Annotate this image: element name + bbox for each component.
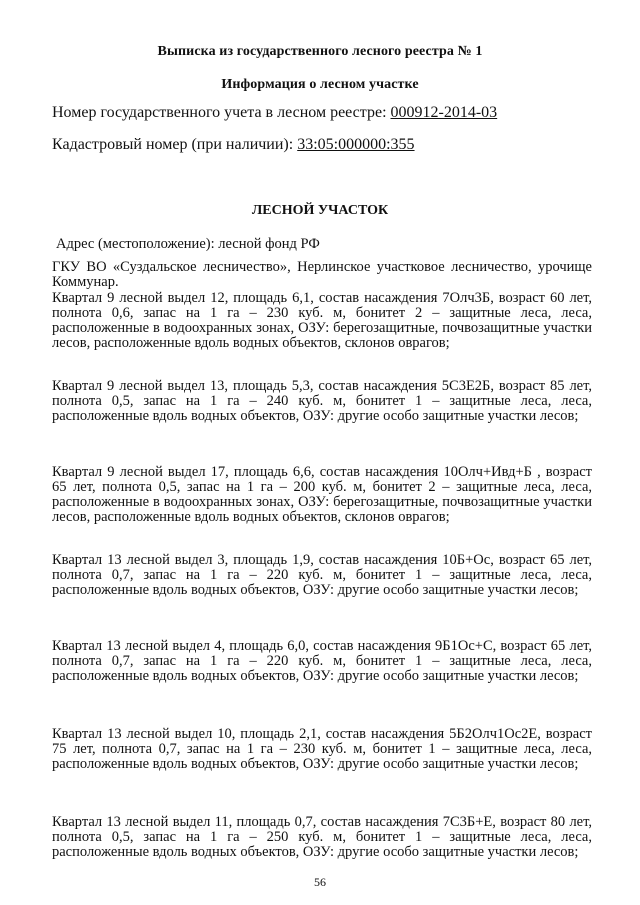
organization-paragraph <box>52 260 592 290</box>
forest-plot-entry <box>52 639 592 684</box>
forest-plot-entry-text: Квартал 9 лесной выдел 12, площадь 6,1, состав насаждения 7Олч3Б, возраст 60 лет, полнота 0,6, запас на 1 га – 230 куб. м, бонитет 2 – защитные леса, леса, расположенные в водоохранных зонах, ОЗУ: берегозащитные, почвозащитные участки лесов, расположенные вдоль водных объектов, склонов оврагов; <box>52 290 592 351</box>
cadastral-number-field <box>52 136 415 154</box>
forest-plot-entry <box>52 291 592 351</box>
cadastral-number-label: Кадастровый номер (при наличии): <box>52 136 298 153</box>
registration-number-value: 000912-2014-03 <box>390 104 498 121</box>
forest-plot-entry-text: Квартал 9 лесной выдел 17, площадь 6,6, состав насаждения 10Олч+Ивд+Б , возраст 65 лет, полнота 0,5, запас на 1 га – 200 куб. м, бонитет 2 – защитные леса, леса, расположенные в водоохранных зонах, ОЗУ: берегозащитные, почвозащитные участки лесов, расположенные вдоль водных объектов, склонов оврагов; <box>52 464 592 525</box>
forest-plot-entry-text: Квартал 13 лесной выдел 4, площадь 6,0, состав насаждения 9Б1Ос+С, возраст 65 лет, полнота 0,7, запас на 1 га – 220 куб. м, бонитет 1 – защитные леса, леса, расположенные вдоль водных объектов, ОЗУ: другие особо защитные участки лесов; <box>52 638 592 684</box>
section-title: ЛЕСНОЙ УЧАСТОК <box>251 203 389 218</box>
organization-text: ГКУ ВО «Суздальское лесничество», Нерлинское участковое лесничество, урочище Коммунар. <box>52 259 592 290</box>
address-line: Адрес (местоположение): лесной фонд РФ <box>56 236 320 252</box>
forest-plot-entry-text: Квартал 13 лесной выдел 3, площадь 1,9, состав насаждения 10Б+Ос, возраст 65 лет, полнота 0,7, запас на 1 га – 220 куб. м, бонитет 1 – защитные леса, леса, расположенные вдоль водных объектов, ОЗУ: другие особо защитные участки лесов; <box>52 552 592 598</box>
forest-plot-entry-text: Квартал 9 лесной выдел 13, площадь 5,3, состав насаждения 5С3Е2Б, возраст 85 лет, полнота 0,5, запас на 1 га – 240 куб. м, бонитет 1 – защитные леса, леса, расположенные вдоль водных объектов, ОЗУ: другие особо защитные участки лесов; <box>52 378 592 424</box>
cadastral-number-value: 33:05:000000:355 <box>297 136 415 153</box>
registration-number-field <box>52 104 497 122</box>
forest-plot-entry-text: Квартал 13 лесной выдел 11, площадь 0,7, состав насаждения 7С3Б+Е, возраст 80 лет, полнота 0,5, запас на 1 га – 250 куб. м, бонитет 1 – защитные леса, леса, расположенные вдоль водных объектов, ОЗУ: другие особо защитные участки лесов; <box>52 814 592 860</box>
registration-number-label: Номер государственного учета в лесном реестре: <box>52 104 391 121</box>
forest-plot-entry <box>52 379 592 424</box>
forest-plot-entry-text: Квартал 13 лесной выдел 10, площадь 2,1, состав насаждения 5Б2Олч1Ос2Е, возраст 75 лет, полнота 0,7, запас на 1 га – 230 куб. м, бонитет 1 – защитные леса, леса, расположенные вдоль водных объектов, ОЗУ: другие особо защитные участки лесов; <box>52 726 592 772</box>
forest-plot-entry <box>52 727 592 772</box>
forest-plot-entry <box>52 815 592 860</box>
forest-plot-entry <box>52 465 592 525</box>
page-number: 56 <box>314 875 326 889</box>
document-subtitle: Информация о лесном участке <box>221 77 419 92</box>
document-title: Выписка из государственного лесного реестра № 1 <box>157 44 483 59</box>
forest-plot-entry <box>52 553 592 598</box>
